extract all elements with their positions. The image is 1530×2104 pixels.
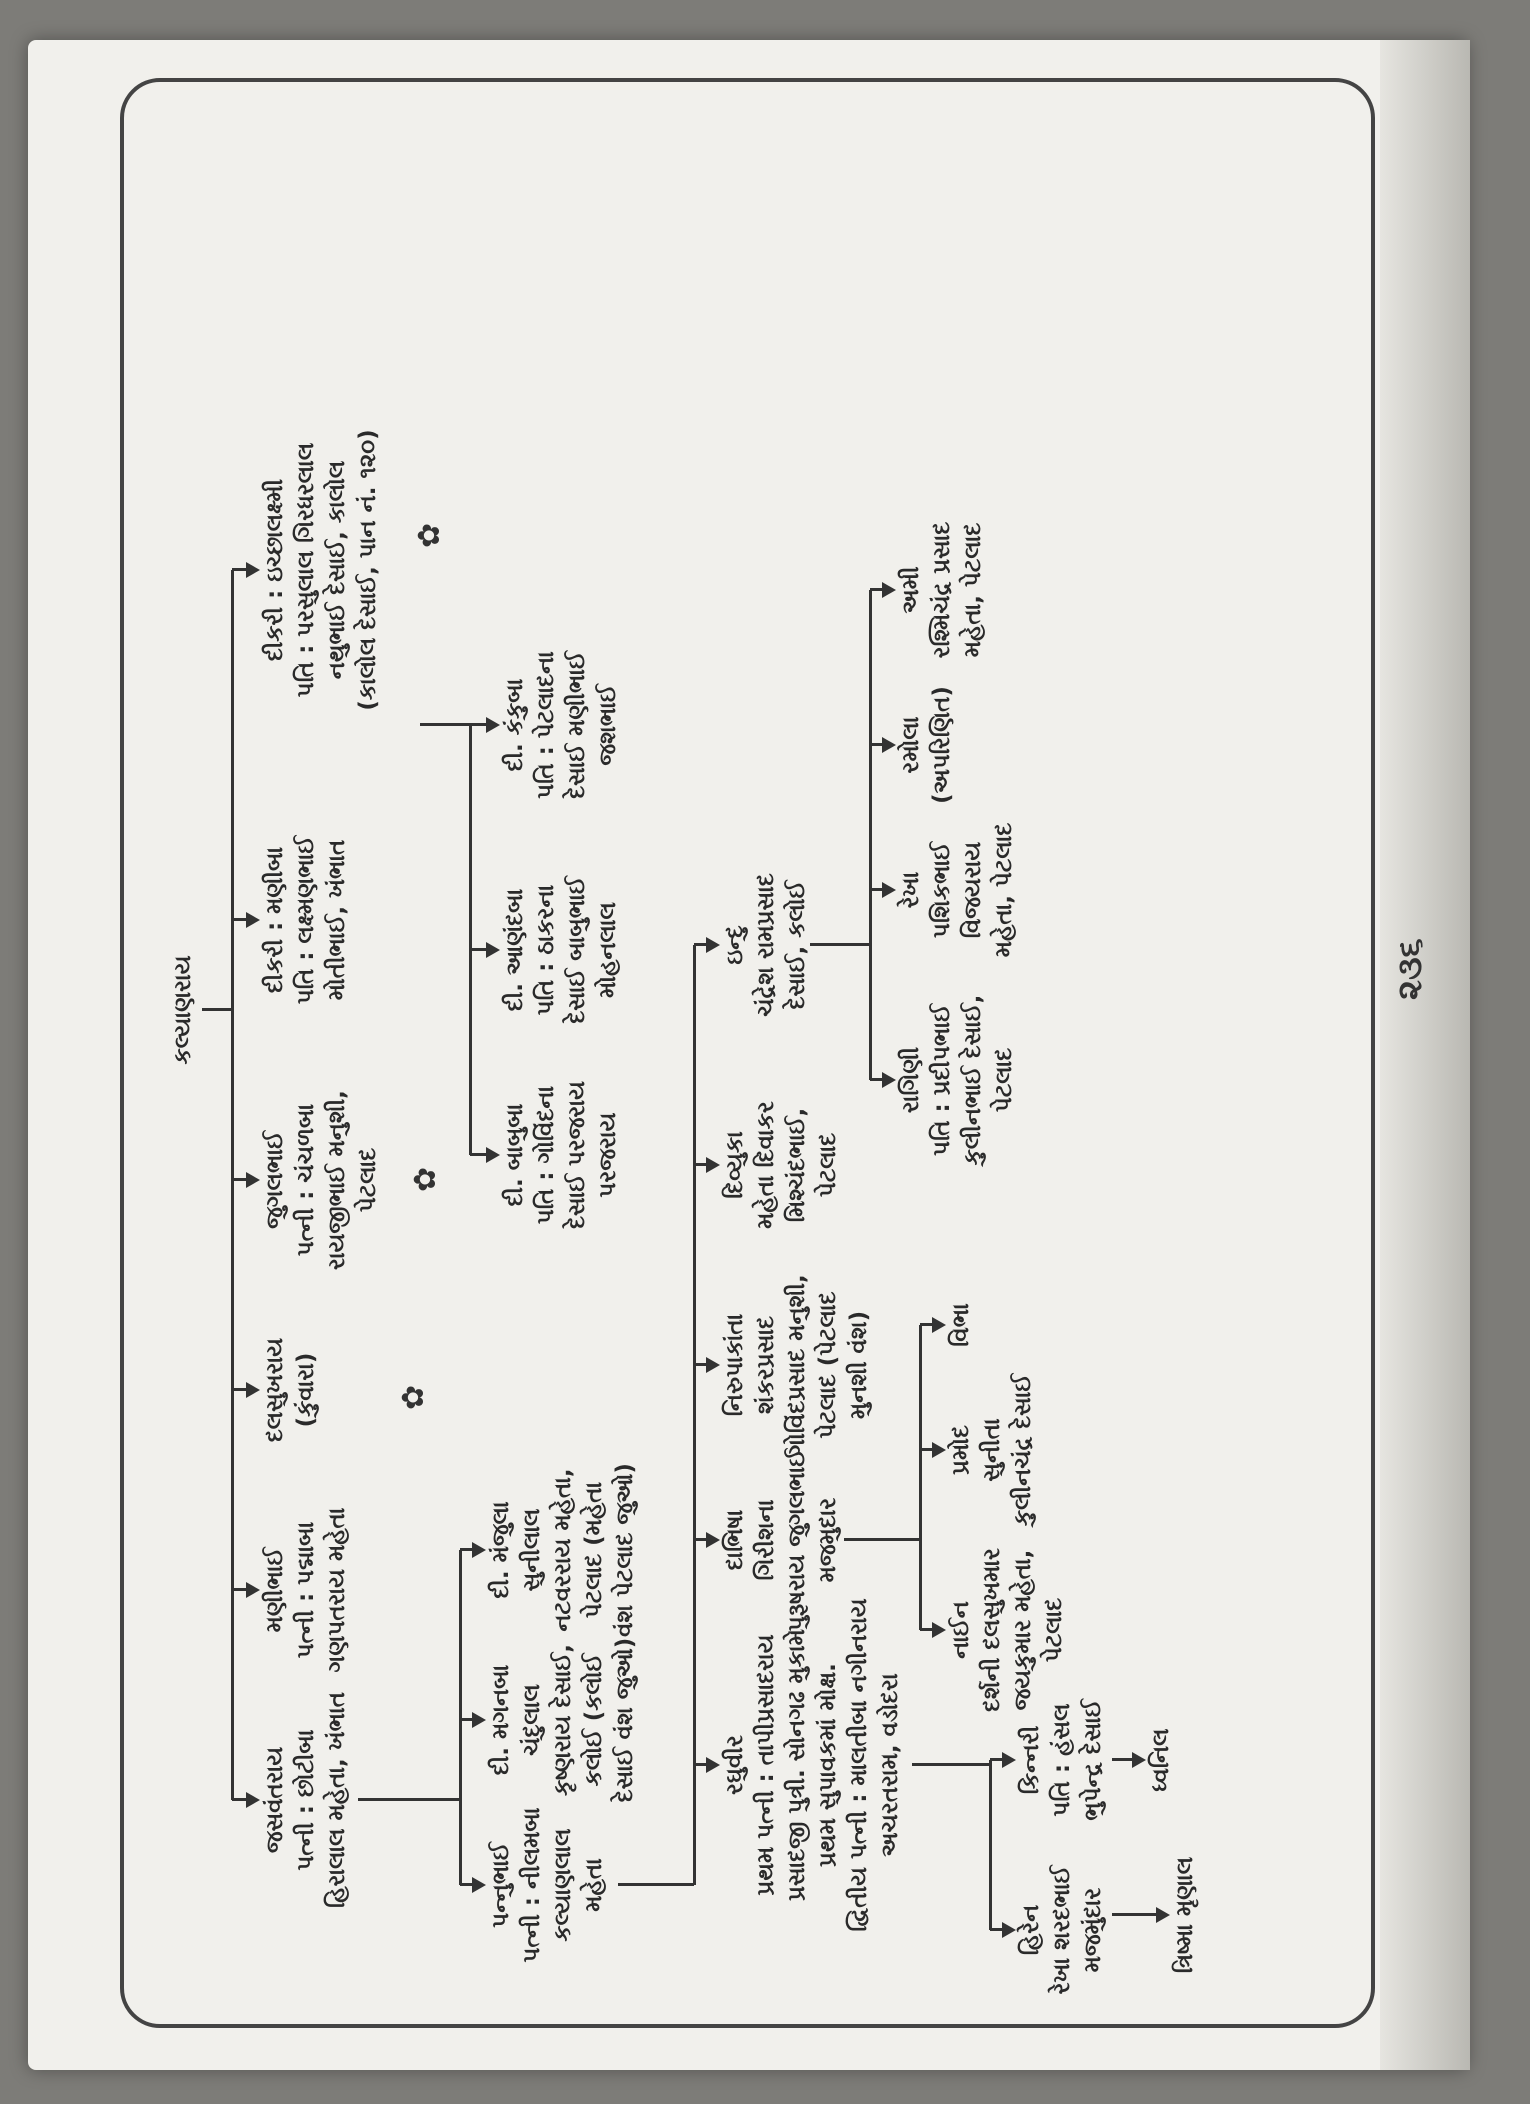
indu-connector-drop	[870, 743, 882, 746]
person-text-line: પ્રસાદજી પુત્રી. સોનગઢ મુકામે	[784, 1629, 810, 1901]
person-text-line: પેટલાદ	[991, 1047, 1017, 1113]
person-text-line: દેસાઈ પરજરાય	[564, 1081, 590, 1229]
flower-icon: ✿	[408, 1166, 443, 1192]
generation-4-person	[1016, 1866, 1109, 1995]
person-text-line: વંશ પેટલાદ જુઓ)	[612, 1463, 638, 1637]
indu-connector-stem	[810, 943, 870, 946]
person-text-line: ગિરીશના	[753, 1499, 779, 1581]
generation-3-person	[720, 1449, 844, 1631]
person-text-line: મોતીભાઈ, ખંભાત	[324, 839, 350, 1001]
person-text-line: દીકરી : ઇચ્છાલક્ષ્મી	[262, 478, 288, 662]
person-text-line: નથુભાઈ દેસાઈ, કાલોલ	[324, 460, 350, 680]
arrow-head	[932, 1622, 946, 1638]
person-text-line: પેટલાદ	[355, 1147, 381, 1213]
person-text-line: દ્વિતીય પત્ની : માલતીબા નગીનરાય	[846, 1598, 872, 1932]
pannu-connector-drop	[694, 1538, 706, 1541]
person-text-line: દી. આણંદબા	[502, 888, 528, 1012]
raghuvir-connector-drop	[990, 1758, 1002, 1761]
family-tree-diagram	[160, 90, 1360, 2010]
person-text-line: પ્રમોદ	[948, 1425, 974, 1475]
arrow-head	[932, 1442, 946, 1458]
person-text-line: કલ્યાણલાલ	[550, 1828, 576, 1942]
generation-1-person	[260, 1692, 353, 1908]
person-text-line: દેસાઈ, કલોઈ	[784, 880, 810, 1010]
person-text-line: દિવ્યુકા	[722, 1131, 748, 1199]
jugal-connector-bus	[469, 725, 472, 1155]
generation-2-person	[500, 651, 624, 799]
person-text-line: પ્રથમ પત્ની : તાપીપ્રસાદરાય	[753, 1634, 779, 1896]
flower-icon: ✿	[396, 1384, 431, 1410]
arrow-head	[706, 1757, 720, 1773]
person-text-line: (કુંવારા)	[293, 1352, 319, 1428]
jugal-connector-drop	[470, 1153, 486, 1156]
generation-3-person	[720, 1101, 844, 1229]
person-text-line: ગોવિંદપ્રસાદ મનુશી,	[784, 1274, 810, 1456]
arrow-head	[486, 1147, 500, 1163]
person-text-line: પન્નુભાઈ	[488, 1842, 514, 1928]
jasvant-connector-drop	[460, 1718, 472, 1721]
generation-1-person	[260, 429, 384, 710]
person-text-line: દીકરી : મણીબા	[262, 846, 288, 994]
person-text-line: કુલીનભાઈ દેસાઈ,	[960, 994, 986, 1166]
generation-2-person	[486, 1463, 641, 1637]
person-text-line: વિભા	[948, 1303, 974, 1347]
person-text-line: પતિ : હંસલ	[1049, 1703, 1075, 1817]
dabhisha-connector-drop	[920, 1448, 932, 1451]
pannu-connector-drop	[694, 1363, 706, 1366]
raghuvir-connector-drop	[990, 1928, 1002, 1931]
arrow-head	[486, 717, 500, 733]
generation-4-person	[946, 1548, 1070, 1712]
person-text-line: પુરૂષરાય જુગલભાઈ	[784, 1448, 810, 1632]
generation-3-person	[720, 1598, 906, 1931]
pannu-connector-stem	[618, 1883, 694, 1886]
person-text-line: મજમુંદાર	[1080, 1887, 1106, 1973]
person-text-line: પ્રથમ સુપાવકમાં મોક્ષ.	[815, 1663, 841, 1867]
person-text-line: પત્ની : પદ્માબા	[293, 1521, 319, 1659]
root-connector-drop	[232, 1798, 246, 1801]
person-text-line: દેસાઈ વંશ જુઓ)	[612, 1637, 638, 1803]
person-text-line: ઇન્દુ	[722, 925, 748, 965]
jasvant-connector-stem	[358, 1798, 460, 1801]
person-text-line: ધ્વનિલ	[1148, 1728, 1174, 1792]
jugal-connector-drop	[470, 948, 486, 951]
arrow-head	[486, 942, 500, 958]
arrow-head	[246, 1382, 260, 1398]
arrow-head	[472, 1712, 486, 1728]
arrow-head	[706, 1532, 720, 1548]
person-text-line: દલસુખરાય	[262, 1337, 288, 1443]
generation-1-person	[260, 1090, 384, 1270]
person-text-line: રશ્મિચંદ્ર પ્રસાદ	[929, 521, 955, 659]
person-text-line: દર્શની દલસુખમાર	[979, 1548, 1005, 1712]
generation-4-person	[946, 1374, 1039, 1526]
dabhisha-connector-bus	[919, 1325, 922, 1630]
root-connector-drop	[232, 918, 246, 921]
person-text-line: ચંદુલાલ	[519, 1684, 545, 1756]
root-connector-drop	[232, 1588, 246, 1591]
person-text-line: જસવંતરાય	[262, 1746, 288, 1854]
person-text-line: પશિકભાઈ	[929, 842, 955, 938]
person-text-line: દેસાઈ મણીભાઈ	[564, 651, 590, 799]
arrow-head	[882, 882, 896, 898]
generation-4-person	[896, 522, 989, 659]
generation-1-person	[260, 836, 353, 1004]
person-text-line: દાભિષા	[722, 1509, 748, 1571]
arrow-head	[472, 1542, 486, 1558]
person-text-line: રમોલા	[898, 716, 924, 774]
pannu-connector-drop	[694, 1163, 706, 1166]
person-text-line: મહેતા, પેટલાદ	[960, 522, 986, 658]
arrow-head	[932, 1317, 946, 1333]
jasvant-connector-drop	[460, 1548, 472, 1551]
person-text-line: હિરાલાલ મહેતા, ખંભાત	[324, 1692, 350, 1908]
person-text-line: અચરતરામ, વડોદરા	[877, 1673, 903, 1857]
person-text-line: કલોઈ (કલોઈ	[581, 1653, 607, 1787]
generation-2-person	[486, 1638, 641, 1802]
arrow-head	[246, 1172, 260, 1188]
jasvant-connector-drop	[460, 1883, 472, 1886]
generation-4-person	[1016, 1699, 1109, 1820]
person-text-line: મહેતા દિવાકર	[753, 1101, 779, 1229]
person-text-line: પતિ : પ્રદીપભાઈ	[929, 1004, 955, 1156]
person-text-line: દી. કંકુબા	[502, 678, 528, 772]
root-connector-drop	[232, 1178, 246, 1181]
arrow-head	[706, 937, 720, 953]
rotated-content-area	[160, 90, 1360, 2010]
generation-4-person	[946, 1303, 977, 1347]
person-text-line: પેટલાદ (મહેતા	[581, 1481, 607, 1619]
generation-4-person	[896, 686, 958, 804]
person-text-line: દી. બાબુબા	[502, 1103, 528, 1207]
arrow-head	[1002, 1752, 1016, 1768]
person-text-line: રેખા	[898, 871, 924, 909]
person-text-line: પત્ની : ચંચળબા	[293, 1103, 319, 1257]
person-text-line: રાગિણી	[898, 1046, 924, 1114]
raghuvir-connector-bus	[989, 1760, 992, 1930]
person-text-line: રઘુવીર	[722, 1735, 748, 1795]
person-text-line: નિરુપાકાંતા	[722, 1313, 748, 1417]
generation-1-person	[260, 1508, 353, 1673]
indu-connector-bus	[869, 590, 872, 1080]
person-text-line: સુનીલાલ	[519, 1508, 545, 1592]
person-text-line: ભુપેન્દ્ર દેસાઈ	[1080, 1699, 1106, 1821]
person-text-line: મહેતા	[581, 1858, 607, 1912]
person-text-line: પત્ની : નીલમબા	[519, 1807, 545, 1963]
arrow-head	[882, 582, 896, 598]
person-text-line: રાયજીભાઈ મનુશી,	[324, 1090, 350, 1270]
person-text-line: જુગલભાઈ	[262, 1131, 288, 1229]
person-text-line: મુનશી વંશ)	[846, 1310, 872, 1420]
person-text-line: દી. મગનબા	[488, 1664, 514, 1776]
person-text-line: દી. મંજુલા	[488, 1501, 514, 1599]
pannu-connector-drop	[694, 1763, 706, 1766]
person-text-line: મજમુદાર	[815, 1497, 841, 1583]
arrow-head	[1156, 1907, 1170, 1923]
person-text-line: ત્રિષ્મા મૃણાલ	[1172, 1856, 1198, 1974]
person-text-line: કિન્નરી	[1018, 1725, 1044, 1795]
generation-2-person	[500, 876, 624, 1023]
person-text-line: હિરેન	[1018, 1904, 1044, 1956]
generation-1-person	[260, 1338, 322, 1442]
arrow-head	[1002, 1922, 1016, 1938]
person-text-line: સુનીતા	[979, 1418, 1005, 1482]
root-connector-drop	[232, 568, 246, 571]
person-text-line: પરજરાય	[595, 1112, 621, 1198]
book-gutter-shadow	[1380, 40, 1470, 2070]
person-text-line: દેસાઈ બાબુભાઈ	[564, 876, 590, 1024]
arrow-head	[246, 912, 260, 928]
person-text-line: (કાલોલ દેસાઈ, પાન નં. ૧૨૦)	[355, 429, 381, 711]
person-text-line: જયકુમાર મહેતા,	[1010, 1549, 1036, 1711]
generation-4-person	[896, 995, 1020, 1166]
root-ancestor-name: કલ્યાણરાય	[170, 955, 196, 1065]
person-text-line: નટવરરાય મહેતા,	[550, 1468, 576, 1632]
arrow-head	[472, 1877, 486, 1893]
dabhisha-connector-drop	[920, 1323, 932, 1326]
arrow-head	[706, 1157, 720, 1173]
person-text-line: અમી	[898, 566, 924, 614]
generation-3-person	[720, 1274, 875, 1455]
generation-4-person	[896, 823, 1020, 957]
person-text-line: પતિ : પરસુલાલ ગિરધરલાલ	[293, 442, 319, 698]
person-text-line: કૃષ્ણરાય દેસાઈ,	[550, 1643, 576, 1797]
person-text-line: મિશ્ચંદભાઈ,	[784, 1107, 810, 1223]
generation-3-person	[720, 873, 813, 1017]
person-text-line: પેટલાદ	[815, 1132, 841, 1198]
person-text-line: પતિ : ઠાકરના	[533, 884, 559, 1016]
pannu-connector-drop	[694, 943, 706, 946]
dabhisha-connector-stem	[844, 1538, 920, 1541]
person-text-line: પેટલાદ (પેટલાદ	[815, 1291, 841, 1439]
person-text-line: જશભાઈ	[595, 684, 621, 766]
indu-connector-drop	[870, 1078, 882, 1081]
person-text-line: પતિ : પેટલાદના	[533, 651, 559, 799]
page-number: ૨૩૬	[1390, 938, 1430, 1000]
indu-connector-drop	[870, 588, 882, 591]
hiren-connector-stem	[1112, 1913, 1140, 1916]
kinnari-connector-stem	[1112, 1758, 1132, 1761]
root-connector-drop	[232, 1388, 246, 1391]
person-text-line: ચંદ્રેશ રામપ્રસાદ	[753, 873, 779, 1017]
root-connector-stem	[202, 1008, 232, 1011]
indu-connector-drop	[870, 888, 882, 891]
person-text-line: શંકરપ્રસાદ	[753, 1316, 779, 1414]
root-connector-bus	[231, 570, 234, 1800]
person-text-line: રેખા શરદભાઈ	[1049, 1865, 1075, 1995]
person-text-line: (અપરિણિત)	[929, 686, 955, 804]
flower-icon: ✿	[412, 522, 447, 548]
generation-5-person	[1146, 1728, 1177, 1791]
person-text-line: કુલીનચંદ્ર દેસાઈ	[1010, 1373, 1036, 1527]
person-text-line: ગણપતરાય મહેતા	[324, 1507, 350, 1673]
person-text-line: નાઈન	[948, 1601, 974, 1659]
person-text-line: મણીભાઈ	[262, 1547, 288, 1633]
arrow-head	[246, 1792, 260, 1808]
person-text-line: પતિ : લક્ષ્મણભાઈ	[293, 835, 319, 1005]
arrow-head	[882, 737, 896, 753]
generation-2-person	[500, 1081, 624, 1229]
jugal-connector-drop	[470, 723, 486, 726]
pannu-connector-bus	[693, 945, 696, 1885]
raghuvir-connector-stem	[912, 1763, 990, 1766]
arrow-head	[246, 562, 260, 578]
arrow-head	[246, 1582, 260, 1598]
dabhisha-connector-drop	[920, 1628, 932, 1631]
person-text-line: મહેતા, પેટલાદ	[991, 822, 1017, 958]
person-text-line: પત્ની : છોટીબા	[293, 1729, 319, 1871]
person-text-line: પતિ : ગોવિંદના	[533, 1085, 559, 1225]
arrow-head	[706, 1357, 720, 1373]
arrow-head	[1132, 1752, 1146, 1768]
jugal-connector-stem	[420, 723, 470, 726]
generation-5-person	[1170, 1857, 1201, 1973]
arrow-head	[882, 1072, 896, 1088]
person-text-line: મોહનલાલ	[595, 902, 621, 998]
person-text-line: પેટલાદ	[1041, 1597, 1067, 1663]
generation-2-person	[486, 1808, 610, 1963]
person-text-line: વિજયરાય	[960, 841, 986, 939]
hiren-connector-drop	[1140, 1913, 1156, 1916]
